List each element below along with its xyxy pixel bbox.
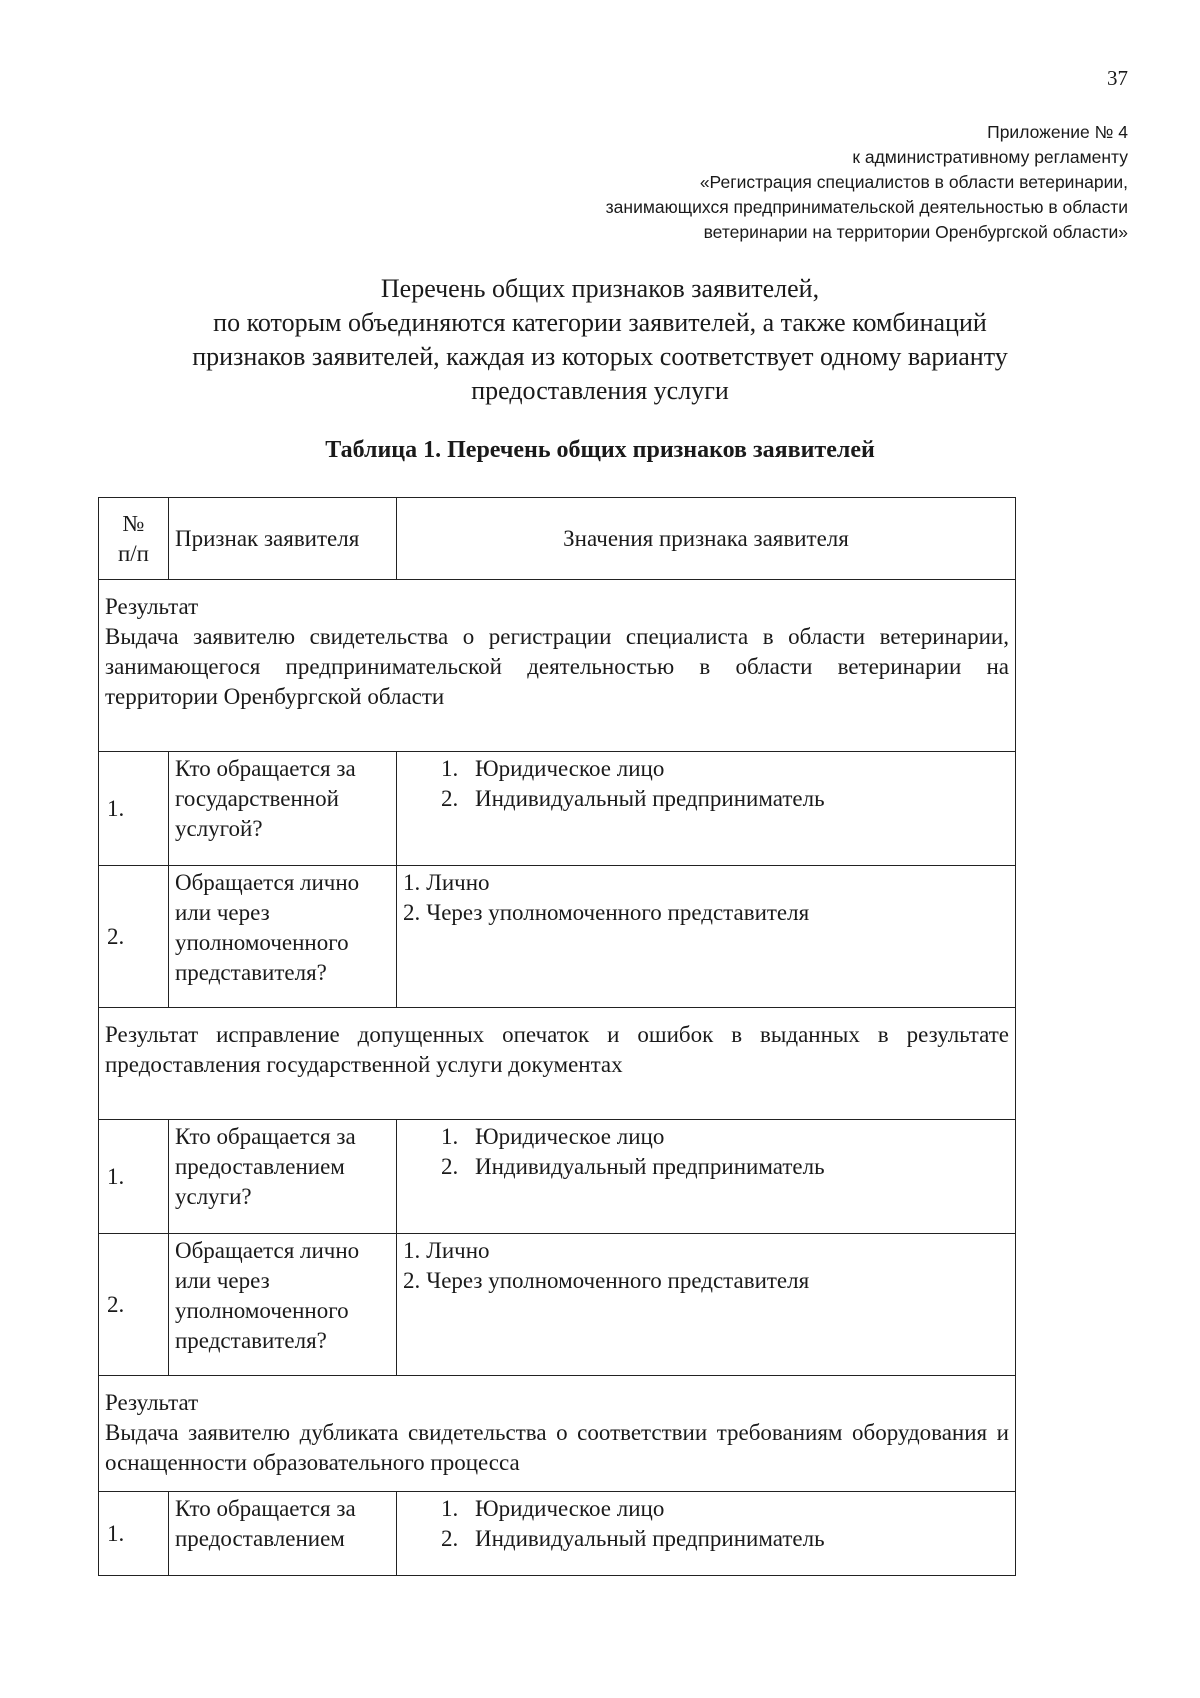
row-values	[397, 1120, 1016, 1234]
row-attribute: Обращается лично или через уполномоченного представителя?	[169, 866, 397, 1008]
table-header-row	[99, 498, 1016, 580]
row-attribute: Кто обращается за государственной услугой?	[169, 752, 397, 866]
table-caption: Таблица 1. Перечень общих признаков заявителей	[325, 437, 875, 463]
list-item: 2. Индивидуальный предприниматель	[441, 786, 825, 811]
row-values	[397, 866, 1016, 1008]
appendix-line: занимающихся предпринимательской деятельностью в области	[605, 197, 1128, 217]
appendix-header	[606, 120, 1128, 245]
list-item: 2. Через уполномоченного представителя	[403, 900, 810, 925]
applicant-attributes-table	[98, 497, 1016, 1576]
list-item: 1. Лично	[403, 870, 490, 895]
result-text: Выдача заявителю дубликата свидетельства о соответствии требованиям оборудования и оснащенности образовательного процесса	[105, 1420, 1009, 1475]
header-num-symbol: №	[122, 510, 145, 536]
table-row	[99, 1234, 1016, 1376]
header-num	[99, 498, 169, 580]
title-line: признаков заявителей, каждая из которых соответствует одному варианту	[192, 342, 1008, 371]
values-list	[403, 1494, 1009, 1554]
row-attribute: Кто обращается за предоставлением услуги?	[169, 1120, 397, 1234]
row-number: 2.	[99, 1234, 169, 1376]
header-values: Значения признака заявителя	[397, 498, 1016, 580]
list-item: 2. Через уполномоченного представителя	[403, 1268, 810, 1293]
header-num-abbr: п/п	[117, 540, 149, 566]
result-text: Результат исправление допущенных опечаток и ошибок в выданных в результате предоставления государственной услуги документах	[105, 1022, 1009, 1077]
appendix-line: ветеринарии на территории Оренбургской области»	[703, 222, 1128, 242]
table-row	[99, 1120, 1016, 1234]
result-label: Результат	[105, 594, 199, 619]
values-list	[403, 754, 1009, 814]
section-result	[99, 1008, 1016, 1120]
section-result-row	[99, 1376, 1016, 1492]
title-line: Перечень общих признаков заявителей,	[380, 274, 820, 303]
appendix-line: к административному регламенту	[852, 147, 1128, 167]
values-list	[403, 868, 1009, 928]
page-number: 37	[1107, 66, 1128, 90]
header-attribute: Признак заявителя	[169, 498, 397, 580]
section-result-row	[99, 1008, 1016, 1120]
table-row	[99, 1492, 1016, 1576]
result-text: Выдача заявителю свидетельства о регистрации специалиста в области ветеринарии, занимающегося предпринимательской деятельностью в области ветеринарии на территории Оренбургской области	[105, 624, 1009, 709]
row-number: 1.	[99, 1120, 169, 1234]
list-item: 2. Индивидуальный предприниматель	[441, 1526, 825, 1551]
list-item: 1. Юридическое лицо	[441, 1496, 665, 1521]
values-list	[403, 1122, 1009, 1182]
row-number: 1.	[99, 1492, 169, 1576]
list-item: 1. Лично	[403, 1238, 490, 1263]
title-line: по которым объединяются категории заявителей, а также комбинаций	[213, 308, 987, 337]
row-attribute: Обращается лично или через уполномоченного представителя?	[169, 1234, 397, 1376]
row-values	[397, 1234, 1016, 1376]
row-values	[397, 1492, 1016, 1576]
list-item: 2. Индивидуальный предприниматель	[441, 1154, 825, 1179]
section-result	[99, 580, 1016, 752]
row-number: 2.	[99, 866, 169, 1008]
row-number: 1.	[99, 752, 169, 866]
table-row	[99, 752, 1016, 866]
values-list	[403, 1236, 1009, 1296]
list-item: 1. Юридическое лицо	[441, 756, 665, 781]
row-attribute: Кто обращается за предоставлением	[169, 1492, 397, 1576]
row-values	[397, 752, 1016, 866]
table-row	[99, 866, 1016, 1008]
section-result	[99, 1376, 1016, 1492]
title-line: предоставления услуги	[471, 376, 729, 405]
document-title	[100, 272, 1100, 408]
appendix-line: «Регистрация специалистов в области ветеринарии,	[699, 172, 1128, 192]
appendix-line: Приложение № 4	[987, 122, 1128, 142]
list-item: 1. Юридическое лицо	[441, 1124, 665, 1149]
result-label: Результат	[105, 1390, 199, 1415]
section-result-row	[99, 580, 1016, 752]
